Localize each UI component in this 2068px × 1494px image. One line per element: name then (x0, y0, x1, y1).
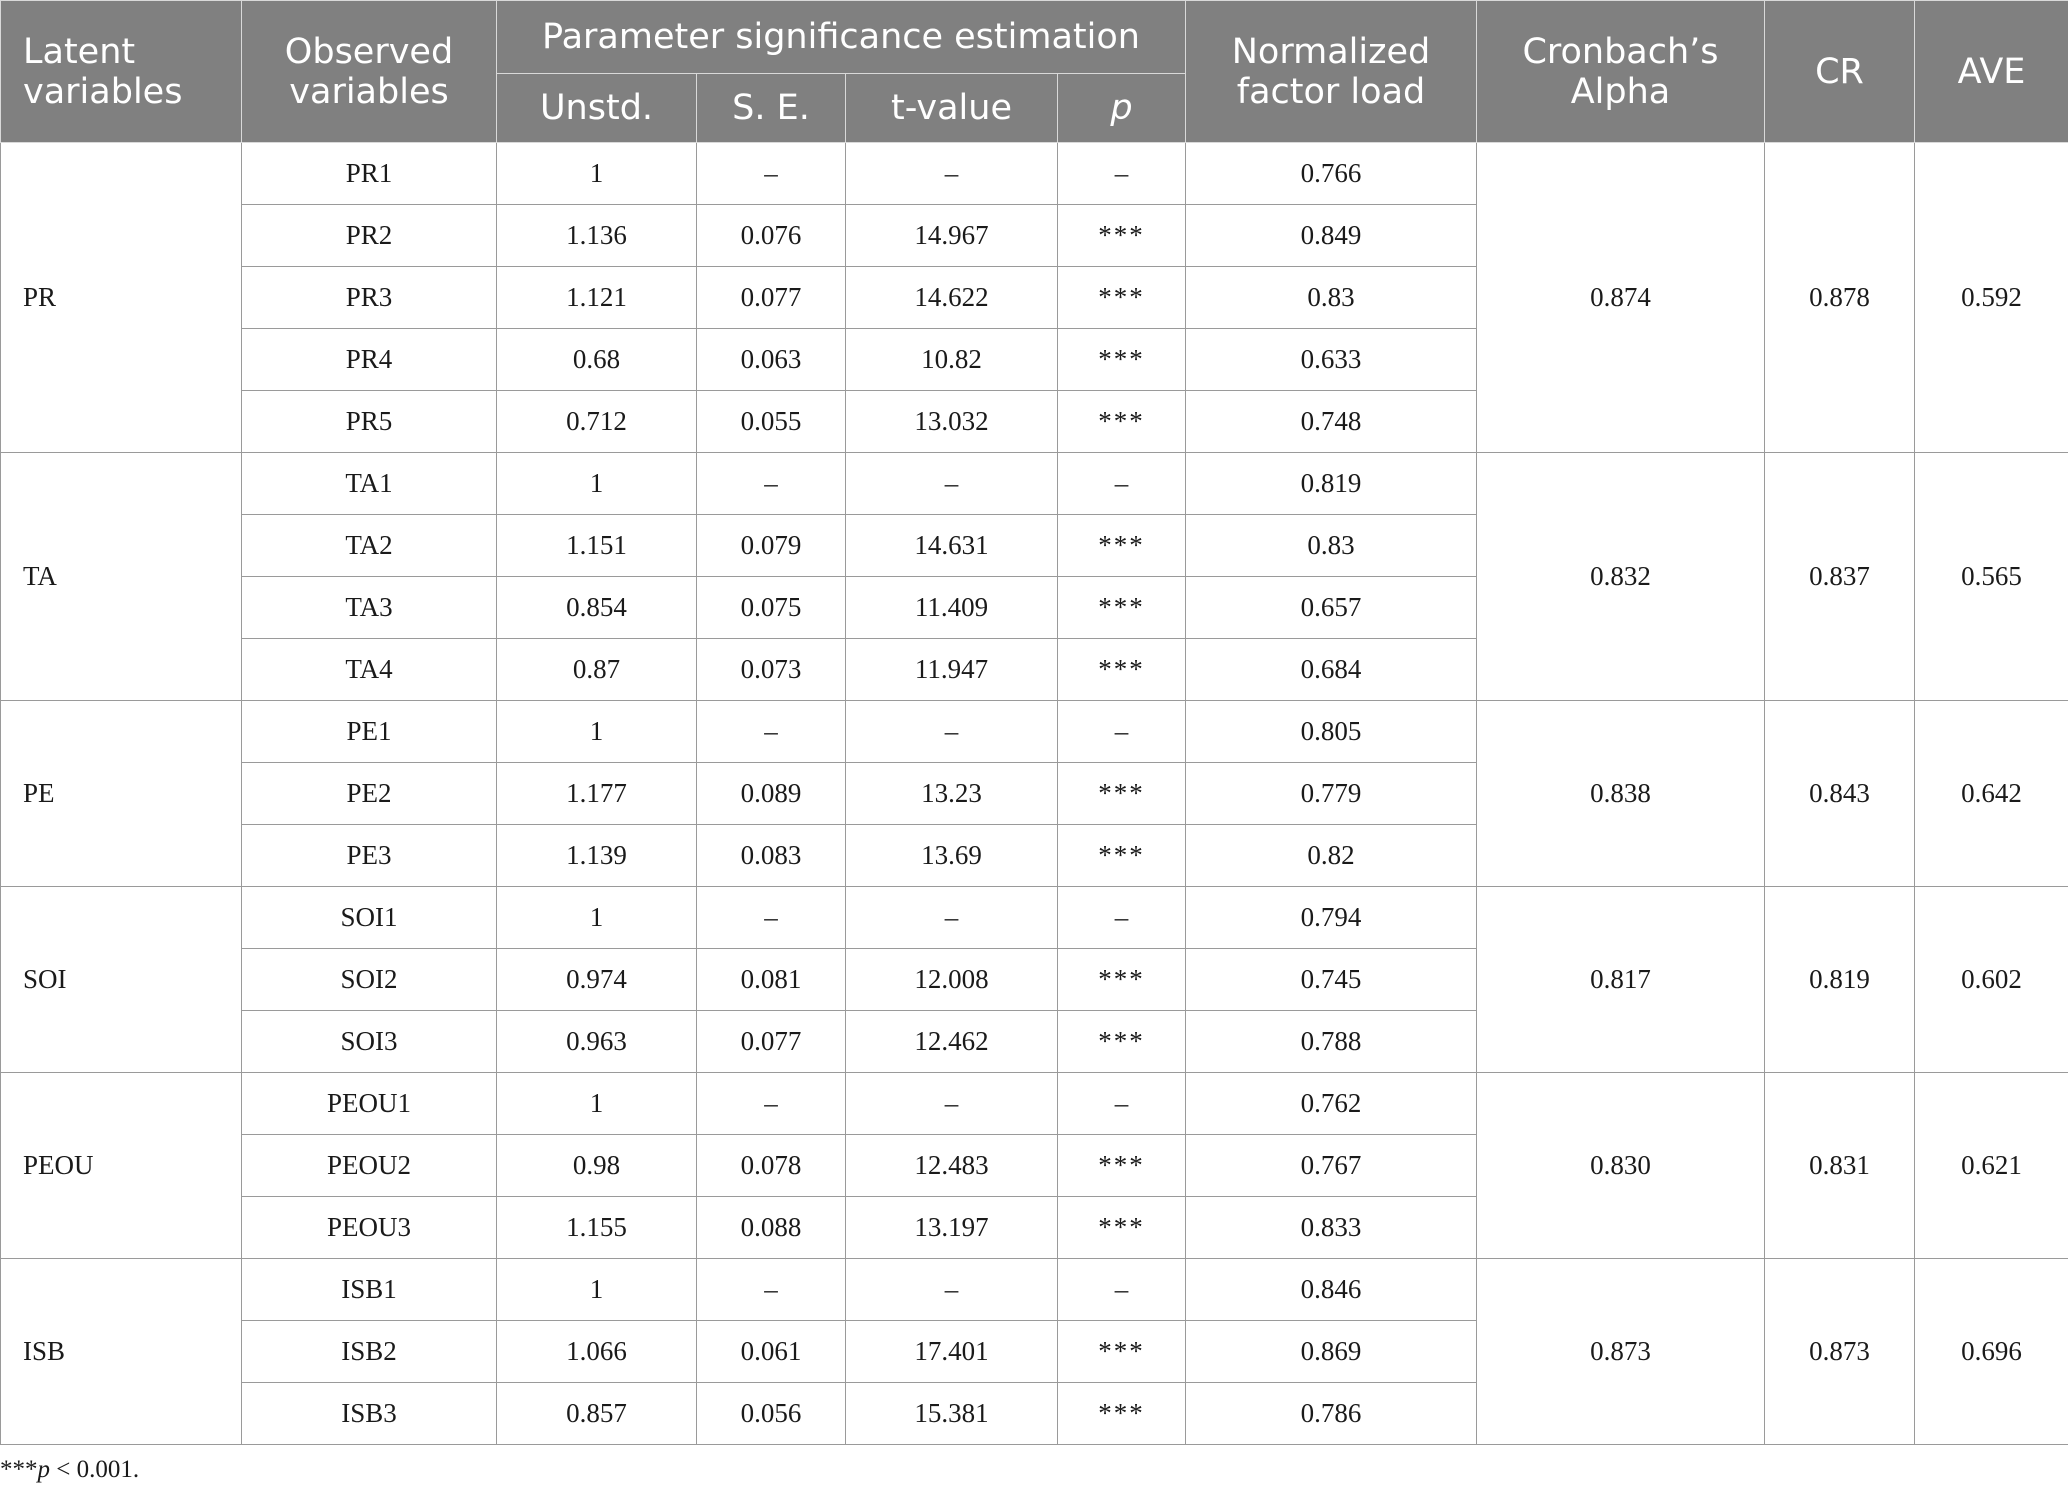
cr-cell: 0.878 (1765, 143, 1915, 453)
unstd-cell: 0.712 (497, 391, 697, 453)
footnote-p: p (37, 1456, 50, 1483)
unstd-cell: 1.066 (497, 1321, 697, 1383)
se-cell: 0.076 (697, 205, 846, 267)
t-value-cell: 12.462 (846, 1011, 1058, 1073)
t-value-cell: 13.197 (846, 1197, 1058, 1259)
unstd-cell: 1.121 (497, 267, 697, 329)
unstd-cell: 0.963 (497, 1011, 697, 1073)
p-cell: – (1058, 887, 1186, 949)
latent-variable-cell: PE (1, 701, 242, 887)
unstd-cell: 1.155 (497, 1197, 697, 1259)
se-cell: – (697, 143, 846, 205)
table-row (1, 701, 2068, 763)
t-value-cell: – (846, 887, 1058, 949)
header-parameter-significance: Parameter significance estimation (497, 1, 1186, 74)
p-cell: *** (1058, 1383, 1186, 1445)
unstd-cell: 1 (497, 1259, 697, 1321)
header-observed-variables: Observed variables (242, 1, 497, 143)
se-cell: 0.055 (697, 391, 846, 453)
t-value-cell: 13.032 (846, 391, 1058, 453)
cr-cell: 0.843 (1765, 701, 1915, 887)
p-cell: *** (1058, 949, 1186, 1011)
p-cell: *** (1058, 1321, 1186, 1383)
unstd-cell: 1.139 (497, 825, 697, 887)
cronbachs-alpha-cell: 0.873 (1477, 1259, 1765, 1445)
unstd-cell: 1 (497, 1073, 697, 1135)
observed-variable-cell: TA3 (242, 577, 497, 639)
se-cell: – (697, 1259, 846, 1321)
cr-cell: 0.831 (1765, 1073, 1915, 1259)
observed-variable-cell: ISB3 (242, 1383, 497, 1445)
ave-cell: 0.642 (1915, 701, 2068, 887)
factor-load-cell: 0.786 (1186, 1383, 1477, 1445)
factor-load-cell: 0.762 (1186, 1073, 1477, 1135)
unstd-cell: 1 (497, 701, 697, 763)
t-value-cell: – (846, 1259, 1058, 1321)
observed-variable-cell: SOI2 (242, 949, 497, 1011)
observed-variable-cell: SOI1 (242, 887, 497, 949)
ave-cell: 0.592 (1915, 143, 2068, 453)
t-value-cell: 10.82 (846, 329, 1058, 391)
p-cell: *** (1058, 1197, 1186, 1259)
observed-variable-cell: ISB2 (242, 1321, 497, 1383)
se-cell: 0.073 (697, 639, 846, 701)
cronbachs-alpha-cell: 0.874 (1477, 143, 1765, 453)
header-ave: AVE (1915, 1, 2068, 143)
factor-load-cell: 0.819 (1186, 453, 1477, 515)
observed-variable-cell: TA2 (242, 515, 497, 577)
cr-cell: 0.819 (1765, 887, 1915, 1073)
se-cell: – (697, 701, 846, 763)
factor-load-cell: 0.805 (1186, 701, 1477, 763)
unstd-cell: 0.68 (497, 329, 697, 391)
factor-load-cell: 0.633 (1186, 329, 1477, 391)
t-value-cell: 17.401 (846, 1321, 1058, 1383)
t-value-cell: 13.23 (846, 763, 1058, 825)
p-cell: – (1058, 1259, 1186, 1321)
se-cell: 0.056 (697, 1383, 846, 1445)
p-cell: – (1058, 453, 1186, 515)
cronbachs-alpha-cell: 0.830 (1477, 1073, 1765, 1259)
p-cell: *** (1058, 515, 1186, 577)
t-value-cell: – (846, 1073, 1058, 1135)
observed-variable-cell: PR2 (242, 205, 497, 267)
header-se: S. E. (697, 74, 846, 143)
se-cell: 0.083 (697, 825, 846, 887)
table-row (1, 887, 2068, 949)
table-body (1, 143, 2068, 1445)
t-value-cell: 11.409 (846, 577, 1058, 639)
observed-variable-cell: PEOU1 (242, 1073, 497, 1135)
se-cell: 0.089 (697, 763, 846, 825)
observed-variable-cell: PR3 (242, 267, 497, 329)
latent-variable-cell: PEOU (1, 1073, 242, 1259)
p-cell: *** (1058, 1135, 1186, 1197)
t-value-cell: – (846, 701, 1058, 763)
header-t-value: t-value (846, 74, 1058, 143)
ave-cell: 0.696 (1915, 1259, 2068, 1445)
se-cell: 0.077 (697, 267, 846, 329)
unstd-cell: 1.151 (497, 515, 697, 577)
se-cell: – (697, 887, 846, 949)
cr-cell: 0.873 (1765, 1259, 1915, 1445)
ave-cell: 0.621 (1915, 1073, 2068, 1259)
t-value-cell: 12.008 (846, 949, 1058, 1011)
p-cell: *** (1058, 763, 1186, 825)
se-cell: 0.078 (697, 1135, 846, 1197)
t-value-cell: 14.967 (846, 205, 1058, 267)
unstd-cell: 1 (497, 143, 697, 205)
table-row (1, 453, 2068, 515)
p-cell: – (1058, 143, 1186, 205)
latent-variable-cell: TA (1, 453, 242, 701)
header-latent-variables: Latent variables (1, 1, 242, 143)
unstd-cell: 0.98 (497, 1135, 697, 1197)
p-cell: *** (1058, 267, 1186, 329)
table-row (1, 1259, 2068, 1321)
t-value-cell: 14.631 (846, 515, 1058, 577)
factor-load-cell: 0.82 (1186, 825, 1477, 887)
observed-variable-cell: PE3 (242, 825, 497, 887)
factor-load-cell: 0.684 (1186, 639, 1477, 701)
p-cell: – (1058, 701, 1186, 763)
factor-load-cell: 0.788 (1186, 1011, 1477, 1073)
se-cell: 0.081 (697, 949, 846, 1011)
observed-variable-cell: PR5 (242, 391, 497, 453)
header-cr: CR (1765, 1, 1915, 143)
p-cell: *** (1058, 391, 1186, 453)
factor-load-cell: 0.869 (1186, 1321, 1477, 1383)
header-cronbachs-alpha: Cronbach’s Alpha (1477, 1, 1765, 143)
cr-cell: 0.837 (1765, 453, 1915, 701)
observed-variable-cell: PR1 (242, 143, 497, 205)
unstd-cell: 1 (497, 887, 697, 949)
t-value-cell: – (846, 453, 1058, 515)
factor-load-cell: 0.849 (1186, 205, 1477, 267)
p-cell: *** (1058, 329, 1186, 391)
unstd-cell: 0.87 (497, 639, 697, 701)
latent-variable-cell: PR (1, 143, 242, 453)
se-cell: 0.079 (697, 515, 846, 577)
factor-load-cell: 0.83 (1186, 515, 1477, 577)
footnote-text: < 0.001. (50, 1456, 140, 1483)
unstd-cell: 0.857 (497, 1383, 697, 1445)
unstd-cell: 1 (497, 453, 697, 515)
unstd-cell: 0.974 (497, 949, 697, 1011)
se-cell: 0.063 (697, 329, 846, 391)
factor-load-cell: 0.794 (1186, 887, 1477, 949)
unstd-cell: 1.136 (497, 205, 697, 267)
observed-variable-cell: TA4 (242, 639, 497, 701)
header-normalized-factor-load: Normalized factor load (1186, 1, 1477, 143)
unstd-cell: 0.854 (497, 577, 697, 639)
se-cell: 0.061 (697, 1321, 846, 1383)
observed-variable-cell: PEOU2 (242, 1135, 497, 1197)
factor-load-cell: 0.745 (1186, 949, 1477, 1011)
factor-load-cell: 0.767 (1186, 1135, 1477, 1197)
observed-variable-cell: TA1 (242, 453, 497, 515)
observed-variable-cell: PE1 (242, 701, 497, 763)
t-value-cell: 14.622 (846, 267, 1058, 329)
unstd-cell: 1.177 (497, 763, 697, 825)
cronbachs-alpha-cell: 0.838 (1477, 701, 1765, 887)
se-cell: 0.088 (697, 1197, 846, 1259)
se-cell: – (697, 1073, 846, 1135)
factor-load-cell: 0.766 (1186, 143, 1477, 205)
p-cell: *** (1058, 205, 1186, 267)
p-cell: *** (1058, 639, 1186, 701)
factor-load-cell: 0.657 (1186, 577, 1477, 639)
header-unstd: Unstd. (497, 74, 697, 143)
table-row (1, 143, 2068, 205)
observed-variable-cell: SOI3 (242, 1011, 497, 1073)
table-footnote (0, 1456, 139, 1484)
p-cell: *** (1058, 825, 1186, 887)
se-cell: 0.075 (697, 577, 846, 639)
p-cell: *** (1058, 1011, 1186, 1073)
se-cell: 0.077 (697, 1011, 846, 1073)
factor-load-cell: 0.846 (1186, 1259, 1477, 1321)
ave-cell: 0.565 (1915, 453, 2068, 701)
cronbachs-alpha-cell: 0.832 (1477, 453, 1765, 701)
ave-cell: 0.602 (1915, 887, 2068, 1073)
p-cell: *** (1058, 577, 1186, 639)
footnote-stars: *** (0, 1456, 38, 1483)
t-value-cell: 13.69 (846, 825, 1058, 887)
latent-variable-cell: SOI (1, 887, 242, 1073)
header-p: p (1058, 74, 1186, 143)
t-value-cell: 12.483 (846, 1135, 1058, 1197)
t-value-cell: – (846, 143, 1058, 205)
header-row-top (1, 1, 2068, 74)
se-cell: – (697, 453, 846, 515)
factor-load-cell: 0.779 (1186, 763, 1477, 825)
latent-variable-cell: ISB (1, 1259, 242, 1445)
factor-load-cell: 0.748 (1186, 391, 1477, 453)
observed-variable-cell: PEOU3 (242, 1197, 497, 1259)
t-value-cell: 15.381 (846, 1383, 1058, 1445)
factor-load-cell: 0.83 (1186, 267, 1477, 329)
observed-variable-cell: PE2 (242, 763, 497, 825)
factor-load-cell: 0.833 (1186, 1197, 1477, 1259)
observed-variable-cell: PR4 (242, 329, 497, 391)
table-row (1, 1073, 2068, 1135)
t-value-cell: 11.947 (846, 639, 1058, 701)
observed-variable-cell: ISB1 (242, 1259, 497, 1321)
cronbachs-alpha-cell: 0.817 (1477, 887, 1765, 1073)
p-cell: – (1058, 1073, 1186, 1135)
